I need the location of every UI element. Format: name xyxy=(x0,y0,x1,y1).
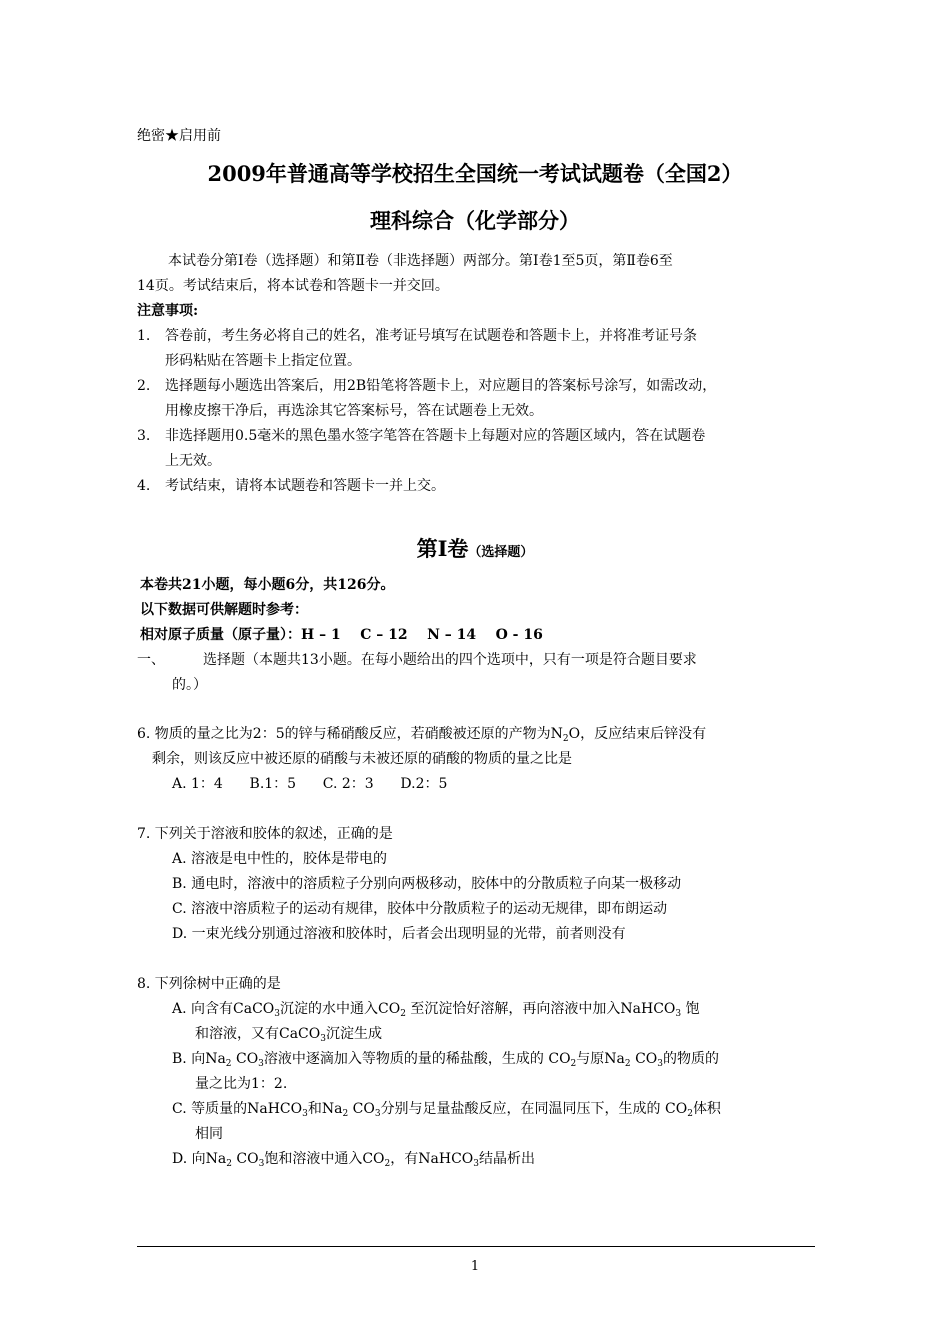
part-line-1: 选择题（本题共13小题。在每小题给出的四个选项中，只有一项是符合题目要求 xyxy=(203,652,697,668)
section-info-2: 以下数据可供解题时参考： xyxy=(140,602,308,618)
option-a: A. 溶液是电中性的，胶体是带电的 xyxy=(172,851,388,867)
part-number: 一、 xyxy=(137,652,165,668)
option-b: B. 向$Na_2$ $CO_3$溶液中逐滴加入等物质的量的稀盐酸，生成的 $CO_2$与原$Na_2$ $CO_3$的物质的 xyxy=(172,1051,719,1069)
notice-heading: 注意事项: xyxy=(137,303,199,319)
part-line-2: 的。） xyxy=(172,677,207,693)
option-c: C. 溶液中溶质粒子的运动有规律，胶体中分散质粒子的运动无规律，即布朗运动 xyxy=(172,901,668,917)
option-b: B. 通电时，溶液中的溶质粒子分别向两极移动，胶体中的分散质粒子向某一极移动 xyxy=(172,876,682,892)
intro-line-2: 14页。考试结束后，将本试卷和答题卡一并交回。 xyxy=(137,278,449,294)
atomic-mass-line: 相对原子质量（原子量）：H – 1 C – 12 N – 14 O - 16 xyxy=(140,627,543,643)
option-c: C. 等质量的NaHCO$_3$和$Na_2$ $CO_3$分别与足量盐酸反应，在同温同压下，生成的 $CO_2$体积 xyxy=(172,1101,721,1119)
question-6-options: A. 1：4 B.1：5 C. 2：3 D.2：5 xyxy=(172,776,448,792)
exam-subtitle: 理科综合（化学部分） xyxy=(370,208,580,233)
option-a: A. 向含有CaCO$_3$沉淀的水中通入$CO_2$ 至沉淀恰好溶解，再向溶液中加入NaHCO$_3$ 饱 xyxy=(172,1001,700,1019)
exam-title: 2009年普通高等学校招生全国统一考试试题卷（全国2） xyxy=(207,161,743,186)
page-number: 1 xyxy=(470,1259,480,1274)
confidential-mark: 绝密★启用前 xyxy=(137,128,221,144)
section-info-1: 本卷共21小题，每小题6分，共126分。 xyxy=(140,577,395,593)
document-page: 绝密★启用前 2009年普通高等学校招生全国统一考试试题卷（全国2） 理科综合（化学部分） 本试卷分第Ⅰ卷（选择题）和第Ⅱ卷（非选择题）两部分。第Ⅰ卷1至5页，第Ⅱ卷6至 14页。考试结束后，将本试卷和答题卡一并交回。 注意事项: 1. 答卷前，考生务必将自己的姓名，准考证号填写在试题卷和答题卡上，并将准考证号条 形码粘贴在答题卡上指定位置。 2. 选择题每小题选出答案后，用2B铅笔将答题卡上，对应题目的答案标号涂写，如需改动， 用橡皮擦干净后，再选涂其它答案标号，答在试题卷上无效。 3. 非选择题用0.5毫米的黑色墨水签字笔答在答题卡上每题对应的答题区域内，答在试题卷 上无效。 4. 考试结束，请将本试题卷和答题卡一并上交。 第Ⅰ卷（选择题） 本卷共21小题，每小题6分，共126分。 以下数据可供解题时参考： 相对原子质量（原子量）：H – 1 C – 12 N – 14 O - 16 一、 选择题（本题共13小题。在每小题给出的四个选项中，只有一项是符合题目要求 的。） 6. 物质的量之比为2：5的锌与稀硝酸反应，若硝酸被还原的产物为$N_2O$，反应结束后锌没有 剩余，则该反应中被还原的硝酸与未被还原的硝酸的物质的量之比是 A. 1：4 B.1：5 C. 2：3 D.2：5 7. 下列关于溶液和胶体的叙述，正确的是 A. 溶液是电中性的，胶体是带电的 B. 通电时，溶液中的溶质粒子分别向两极移动，胶体中的分散质粒子向某一极移动 C. 溶液中溶质粒子的运动有规律，胶体中分散质粒子的运动无规律，即布朗运动 D. 一束光线分别通过溶液和胶体时，后者会出现明显的光带，前者则没有 8. 下列徐树中正确的是 A. 向含有CaCO$_3$沉淀的水中通入$CO_2$ 至沉淀恰好溶解，再向溶液中加入NaHCO$_3$ 饱 和溶液，又有CaCO$_3$沉淀生成 B. 向$Na_2$ $CO_3$溶液中逐滴加入等物质的量的稀盐酸，生成的 $CO_2$与原$Na_2$ $CO_3$的物质的 量之比为1：2. C. 等质量的NaHCO$_3$和$Na_2$ $CO_3$分别与足量盐酸反应，在同温同压下，生成的 $CO_2$体积 相同 D. 向$Na_2$ $CO_3$饱和溶液中通入$CO_2$，有NaHCO$_3$结晶析出 1 xyxy=(0,0,950,1344)
intro-line-1: 本试卷分第Ⅰ卷（选择题）和第Ⅱ卷（非选择题）两部分。第Ⅰ卷1至5页，第Ⅱ卷6至 xyxy=(168,253,673,269)
option-d: D. 一束光线分别通过溶液和胶体时，后者会出现明显的光带，前者则没有 xyxy=(172,926,626,942)
footer-divider xyxy=(137,1246,815,1247)
section-title: 第Ⅰ卷（选择题） xyxy=(416,536,534,561)
option-d: D. 向$Na_2$ $CO_3$饱和溶液中通入$CO_2$，有NaHCO$_3$结晶析出 xyxy=(172,1151,536,1169)
